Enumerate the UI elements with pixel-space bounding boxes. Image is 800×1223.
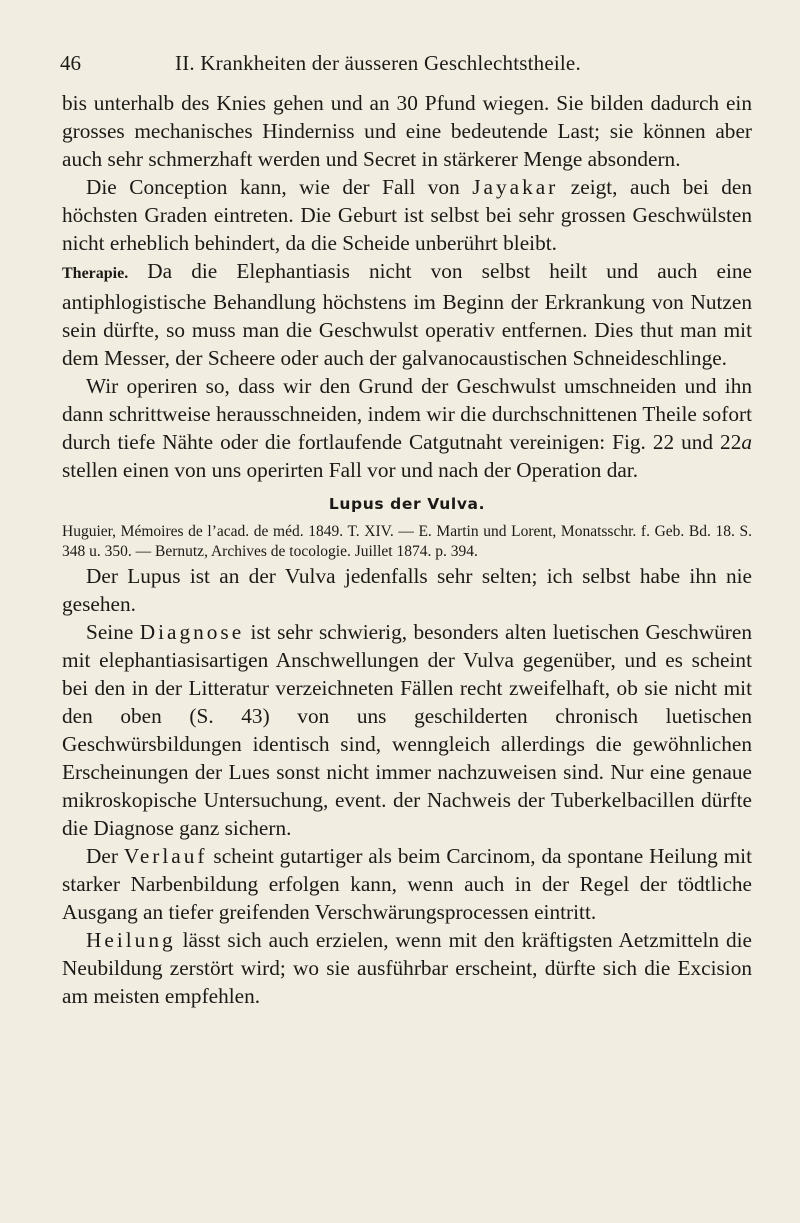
paragraph (62, 562, 752, 618)
paragraph-text: Die Conception kann, wie der Fall von (86, 175, 473, 199)
keyword: Verlauf (123, 844, 208, 868)
paragraph (62, 372, 752, 484)
author-name: Jayakar (472, 175, 559, 199)
paragraph (62, 89, 752, 173)
paragraph-text: scheint gutartiger als beim Carcinom, da spontane Heilung mit starker Narbenbildung erfolgen kann, wenn auch in der Regel der tödtliche Ausgang an tiefer greifenden Verschwärungsprocessen eintritt. (62, 844, 753, 924)
paragraph-text: Der Lupus ist an der Vulva jedenfalls sehr selten; ich selbst habe ihn nie gesehen. (62, 564, 752, 616)
side-label: Therapie. (62, 265, 129, 282)
paragraph-text: bis unterhalb des Knies gehen und an 30 Pfund wiegen. Sie bilden dadurch ein grosses mechanisches Hinderniss und eine bedeutende Last; sie können aber auch sehr schmerzhaft werden und Secret in stärkerer Menge absondern. (62, 91, 752, 171)
paragraph-text: stellen einen von uns operirten Fall vor und nach der Operation dar. (62, 458, 639, 482)
paragraph (62, 173, 752, 257)
paragraph-text: lässt sich auch erzielen, wenn mit den kräftigsten Aetzmitteln die Neubildung zerstört wird; wo sie ausführbar erscheint, dürfte sich die Excision am meisten empfehlen. (62, 928, 752, 1008)
page-number: 46 (60, 51, 81, 75)
paragraph-text: Der (86, 844, 124, 868)
paragraph-text: Wir operiren so, dass wir den Grund der Geschwulst umschneiden und ihn dann schrittweise herausschneiden, indem wir die durchschnittenen Theile sofort durch tiefe Nähte oder die fortlaufende Catgutnaht vereinigen: Fig. 22 und 22 (62, 374, 752, 454)
paragraph-text: ist sehr schwierig, besonders alten luetischen Geschwüren mit elephantiasisartigen Anschwellungen der Vulva gegenüber, und es scheint bei den in der Litteratur verzeichneten Fällen recht zweifelhaft, ob sie nicht mit den oben (S. 43) von uns geschilderten chronisch luetischen Geschwürsbildungen identisch sind, wenngleich allerdings die gewöhnlichen Erscheinungen der Lues sonst nicht immer nachzuweisen sind. Nur eine genaue mikroskopische Untersuchung, event. der Nachweis der Tuberkelbacillen dürfte die Diagnose ganz sichern. (62, 620, 752, 840)
body-text (62, 89, 752, 1010)
keyword: Heilung (86, 928, 176, 952)
section-heading: Lupus der Vulva. (328, 495, 486, 513)
paragraph-text: Da die Elephantiasis nicht von selbst heilt und auch eine antiphlogistische Behandlung höchstens im Beginn der Erkrankung von Nutzen sein dürfte, so muss man die Geschwulst operativ entfernen. Dies thut man mit dem Messer, der Scheere oder auch der galvanocaustischen Schneideschlinge. (62, 259, 752, 370)
paragraph (62, 257, 752, 372)
page-header (60, 48, 750, 78)
running-title: II. Krankheiten der äusseren Geschlechtstheile. (175, 51, 581, 75)
paragraph (62, 842, 752, 926)
paragraph (62, 618, 752, 842)
paragraph-text: zeigt, auch bei den höchsten Graden eintreten. Die Geburt ist selbst bei sehr grossen Geschwülsten nicht erheblich behindert, da die Scheide unberührt bleibt. (62, 175, 752, 255)
paragraph (62, 926, 752, 1010)
references: Huguier, Mémoires de l’acad. de méd. 1849. T. XIV. — E. Martin und Lorent, Monatsschr. f. Geb. Bd. 18. S. 348 u. 350. — Bernutz, Archives de tocologie. Juillet 1874. p. 394. (62, 523, 752, 560)
keyword: Diagnose (139, 620, 245, 644)
paragraph-text: Seine (86, 620, 140, 644)
figure-suffix: a (741, 430, 752, 454)
